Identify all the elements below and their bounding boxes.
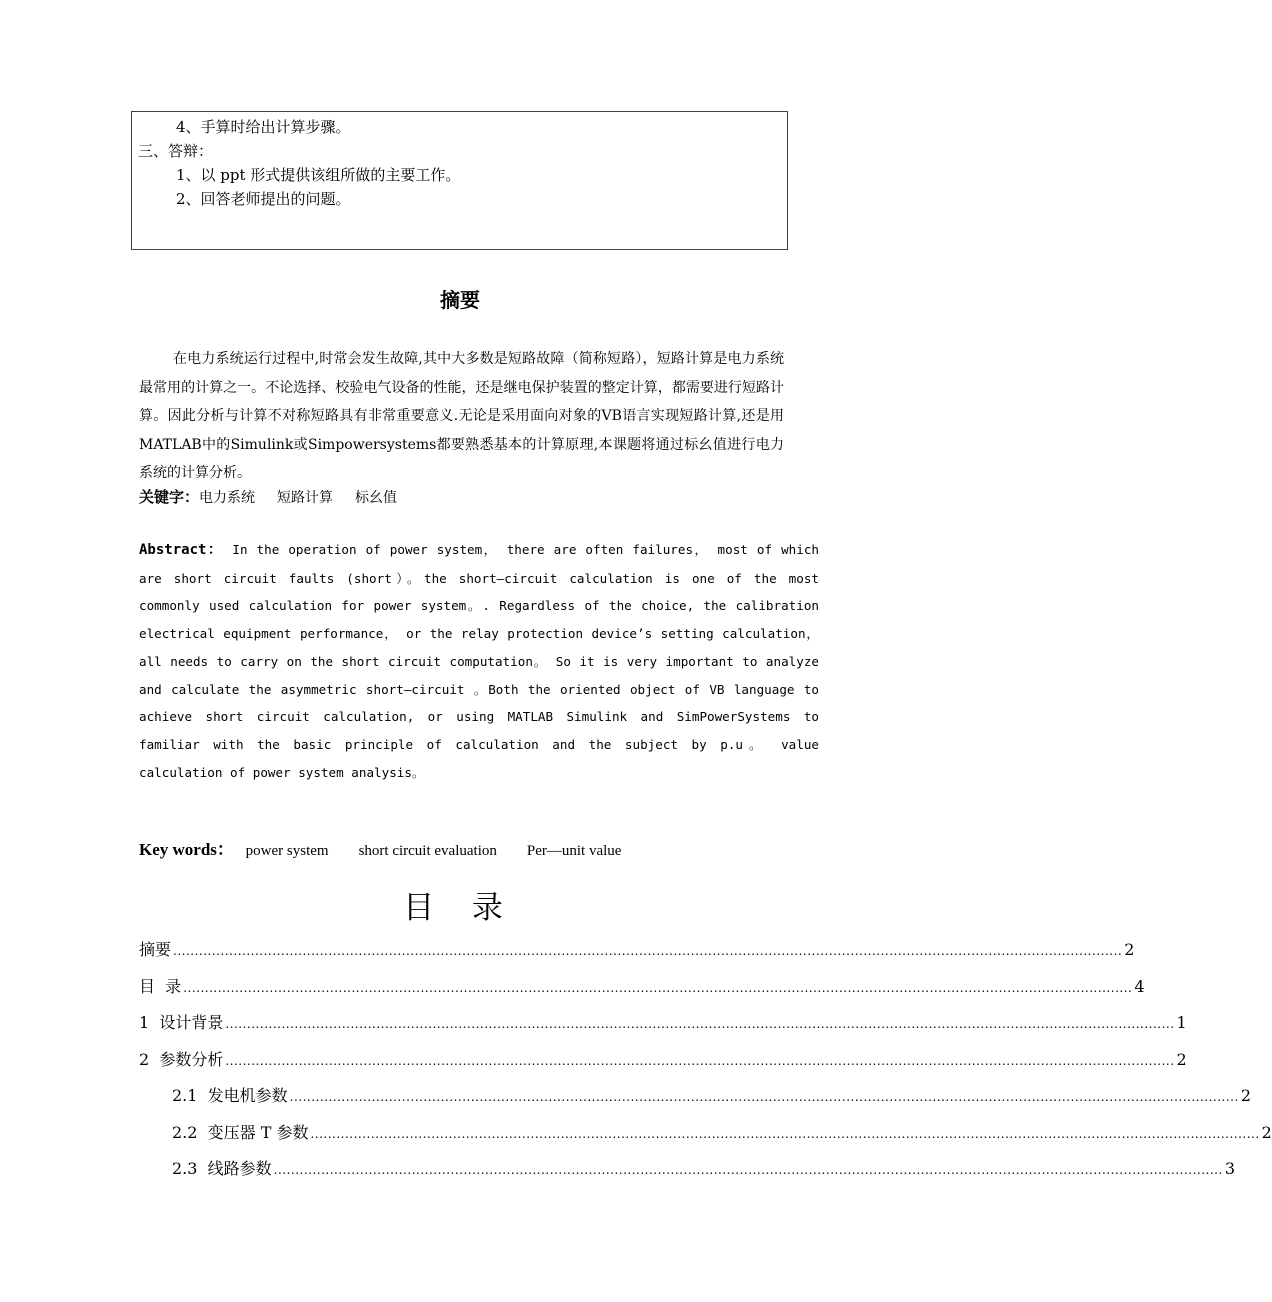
- abstract-zh-body: 在电力系统运行过程中,时常会发生故障,其中大多数是短路故障（简称短路），短路计算是电力系统最常用的计算之一。不论选择、校验电气设备的性能，还是继电保护装置的整定计算，都需要进行短路计算。因此分析与计算不对称短路具有非常重要意义.无论是采用面向对象的VB语言实现短路计算,还是用MATLAB中的Simulink或Simpowersystems都要熟悉基本的计算原理,本课题将通过标幺值进行电力系统的计算分析。: [139, 351, 784, 481]
- abstract-en: [139, 536, 819, 786]
- table-of-contents: [139, 932, 1272, 1188]
- toc-entry-label: 目 录: [139, 976, 182, 996]
- keywords-zh: [139, 485, 397, 510]
- toc-leader-dots: ............................................................................................................................................................................................................................: [183, 980, 1133, 995]
- toc-entry-page: 2: [1240, 1086, 1251, 1105]
- toc-entry[interactable]: [139, 1151, 1235, 1188]
- toc-leader-dots: ............................................................................................................................................................................................................................: [225, 1053, 1175, 1068]
- section-defense-heading: 三、答辩：: [138, 142, 214, 160]
- keyword-en: short circuit evaluation: [358, 843, 497, 859]
- toc-entry[interactable]: [139, 1042, 1187, 1079]
- toc-entry-label: 1 设计背景: [139, 1013, 224, 1032]
- toc-leader-dots: ............................................................................................................................................................................................................................: [310, 1126, 1260, 1141]
- toc-entry-page: 4: [1134, 976, 1145, 996]
- toc-entry-page: 2: [1124, 940, 1135, 959]
- toc-leader-dots: ............................................................................................................................................................................................................................: [225, 1017, 1175, 1031]
- toc-entry[interactable]: [139, 932, 1135, 969]
- toc-title: 目 录: [403, 890, 517, 926]
- toc-entry[interactable]: [139, 1078, 1251, 1115]
- defense-item-2: 2、回答老师提出的问题。: [176, 190, 351, 208]
- toc-entry[interactable]: [139, 1005, 1187, 1042]
- toc-entry-page: 2: [1176, 1049, 1187, 1069]
- keywords-en: [139, 838, 621, 863]
- toc-entry-label: 2.3 线路参数: [172, 1159, 272, 1178]
- defense-item-1: 1、以 ppt 形式提供该组所做的主要工作。: [176, 166, 461, 184]
- toc-leader-dots: ............................................................................................................................................................................................................................: [289, 1090, 1239, 1104]
- keyword-zh: 短路计算: [277, 490, 334, 506]
- toc-entry-page: 1: [1176, 1013, 1187, 1032]
- toc-entry-label: 2 参数分析: [139, 1049, 224, 1069]
- toc-leader-dots: ............................................................................................................................................................................................................................: [173, 944, 1123, 958]
- toc-entry-label: 2.1 发电机参数: [172, 1086, 288, 1105]
- toc-entry-page: 2: [1261, 1122, 1272, 1142]
- toc-entry[interactable]: [139, 969, 1145, 1006]
- abstract-en-label: Abstract：: [139, 542, 224, 558]
- toc-leader-dots: ............................................................................................................................................................................................................................: [273, 1163, 1223, 1177]
- keyword-en: Per—unit value: [526, 843, 622, 859]
- keyword-zh: 电力系统: [199, 490, 256, 506]
- requirements-box: [131, 111, 788, 250]
- abstract-zh-title: 摘要: [440, 288, 480, 312]
- keywords-zh-label: 关键字：: [139, 488, 200, 506]
- keyword-en: power system: [245, 843, 329, 859]
- keyword-zh: 标幺值: [355, 490, 398, 506]
- keywords-en-label: Key words：: [139, 840, 234, 859]
- toc-entry[interactable]: [139, 1115, 1272, 1152]
- toc-entry-label: 2.2 变压器 T 参数: [172, 1122, 309, 1142]
- abstract-en-body: In the operation of power system， there are often failures， most of which are short circuit faults (short）。the short—circuit calculation is one of the most commonly used calculation for power system。. Regardless of the choice, the calibration electrical equipment performance， or the relay protection device’s setting calculation， all needs to carry on the short circuit computation。 So it is very important to analyze and calculate the asymmetric short—circuit 。Both the oriented object of VB language to achieve short circuit calculation, or using MATLAB Simulink and SimPowerSystems to familiar with the basic principle of calculation and the subject by p.u。 value calculation of power system analysis。: [139, 542, 819, 780]
- toc-entry-page: 3: [1224, 1159, 1235, 1178]
- requirement-item-4: 4、手算时给出计算步骤。: [176, 118, 351, 136]
- toc-entry-label: 摘要: [139, 940, 172, 959]
